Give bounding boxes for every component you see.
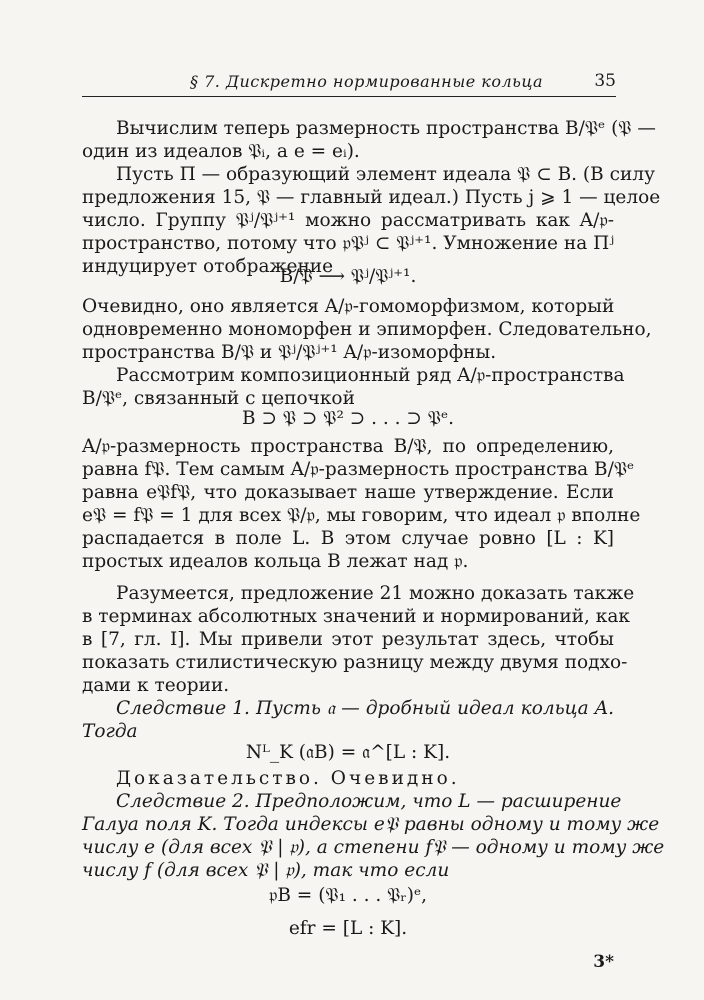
- formula-line: Nᴸ_K (𝔞B) = 𝔞^[L : K].: [245, 742, 451, 763]
- text-line: пространство, потому что 𝔭𝔓ʲ ⊂ 𝔓ʲ⁺¹. Умножение на Πʲ: [82, 233, 615, 254]
- text-line: дами к теории.: [82, 675, 230, 696]
- text-line: числу e (для всех 𝔓 | 𝔭), а степени f𝔓 — одному и тому же: [82, 837, 665, 858]
- text-line: A/𝔭-размерность пространства B/𝔓, по определению,: [82, 436, 614, 457]
- corollary-1-heading: Следствие 1. Пусть 𝔞 — дробный идеал кольца A.: [116, 698, 614, 719]
- text-line: одновременно мономорфен и эпиморфен. Следовательно,: [82, 319, 652, 340]
- text-line: индуцирует отображение: [82, 256, 334, 277]
- text-line: показать стилистическую разницу между двумя подхо-: [82, 652, 628, 673]
- text-line: e𝔓 = f𝔓 = 1 для всех 𝔓/𝔭, мы говорим, что идеал 𝔭 вполне: [82, 505, 641, 526]
- text-line: Очевидно, оно является A/𝔭-гомоморфизмом, который: [82, 296, 615, 317]
- text-line: предложения 15, 𝔓 — главный идеал.) Пусть j ⩾ 1 — целое: [82, 187, 661, 208]
- proof-line: Доказательство. Очевидно.: [116, 768, 460, 789]
- formula-line: efr = [L : K].: [288, 918, 408, 939]
- text-line: простых идеалов кольца B лежат над 𝔭.: [82, 551, 469, 572]
- page-number: 35: [594, 71, 616, 91]
- text-line: Пусть Π — образующий элемент идеала 𝔓 ⊂ B. (В силу: [116, 164, 655, 185]
- text-line: Галуа поля K. Тогда индексы e𝔓 равны одному и тому же: [82, 814, 660, 835]
- corollary-2-heading: Следствие 2. Предположим, что L — расширение: [116, 791, 622, 812]
- text-line: в [7, гл. I]. Мы привели этот результат здесь, чтобы: [82, 629, 614, 650]
- text-line: Разумеется, предложение 21 можно доказать также: [116, 583, 635, 604]
- formula-line: B/𝔓 ⟶ 𝔓ʲ/𝔓ʲ⁺¹.: [279, 266, 417, 287]
- text-line: пространства B/𝔓 и 𝔓ʲ/𝔓ʲ⁺¹ A/𝔭-изоморфны.: [82, 342, 497, 363]
- text-line: B/𝔓ᵉ, связанный с цепочкой: [82, 388, 355, 409]
- text-line: распадается в поле L. В этом случае ровно [L : K]: [82, 528, 614, 549]
- text-line: числу f (для всех 𝔓 | 𝔭), так что если: [82, 860, 450, 881]
- text-line: Тогда: [82, 721, 138, 742]
- text-line: равна f𝔓. Тем самым A/𝔭-размерность пространства B/𝔓ᵉ: [82, 459, 635, 480]
- text-line: число. Группу 𝔓ʲ/𝔓ʲ⁺¹ можно рассматривать как A/𝔭-: [82, 210, 614, 231]
- signature-mark: 3*: [593, 952, 614, 972]
- text-line: один из идеалов 𝔓ᵢ, а e = eᵢ).: [82, 141, 360, 162]
- formula-line: B ⊃ 𝔓 ⊃ 𝔓² ⊃ . . . ⊃ 𝔓ᵉ.: [241, 408, 455, 429]
- text-line: Вычислим теперь размерность пространства B/𝔓ᵉ (𝔓 —: [116, 118, 656, 139]
- header-title: § 7. Дискретно нормированные кольца: [190, 72, 544, 91]
- running-header: [82, 70, 616, 97]
- text-line: равна e𝔓f𝔓, что доказывает наше утверждение. Если: [82, 482, 614, 503]
- text-line: в терминах абсолютных значений и нормирований, как: [82, 606, 630, 627]
- text-line: Рассмотрим композиционный ряд A/𝔭-пространства: [116, 365, 625, 386]
- formula-line: 𝔭B = (𝔓₁ . . . 𝔓ᵣ)ᵉ,: [268, 885, 428, 906]
